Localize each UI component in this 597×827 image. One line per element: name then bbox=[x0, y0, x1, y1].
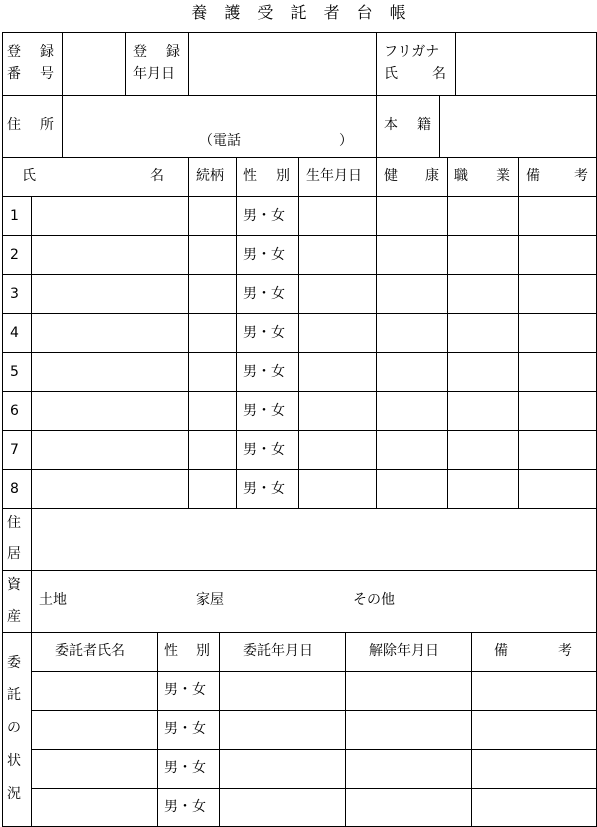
family-col-health-2: 康 bbox=[425, 168, 439, 184]
name-label-2: 名 bbox=[432, 66, 446, 82]
divider bbox=[2, 95, 597, 96]
divider bbox=[2, 235, 597, 236]
reg-no-label-1: 登 bbox=[7, 44, 21, 60]
divider bbox=[62, 32, 63, 95]
family-row-sex: 男・女 bbox=[243, 325, 285, 341]
furigana-label: フリガナ bbox=[384, 44, 440, 60]
family-row-sex: 男・女 bbox=[243, 364, 285, 380]
divider bbox=[439, 95, 440, 157]
reg-date-label-2: 録 bbox=[166, 44, 180, 60]
divider bbox=[31, 508, 32, 827]
consign-row-sex: 男・女 bbox=[164, 799, 206, 815]
assets-label-1: 資 bbox=[7, 577, 21, 593]
family-row-sex: 男・女 bbox=[243, 442, 285, 458]
assets-land-label: 土地 bbox=[39, 592, 67, 608]
reg-no-label-4: 号 bbox=[40, 66, 54, 82]
divider bbox=[31, 749, 597, 750]
divider bbox=[125, 32, 126, 95]
consign-col-end: 解除年月日 bbox=[369, 643, 439, 659]
divider bbox=[2, 469, 597, 470]
divider bbox=[2, 157, 597, 158]
family-col-health-1: 健 bbox=[384, 168, 398, 184]
divider bbox=[2, 430, 597, 431]
family-col-sex-2: 別 bbox=[276, 168, 290, 184]
divider bbox=[31, 671, 597, 672]
divider bbox=[157, 632, 158, 827]
consign-label-5: 況 bbox=[7, 786, 21, 802]
family-row-sex: 男・女 bbox=[243, 208, 285, 224]
family-row-no: 2 bbox=[10, 247, 19, 263]
divider bbox=[2, 570, 597, 571]
consign-row-sex: 男・女 bbox=[164, 721, 206, 737]
divider bbox=[298, 157, 299, 508]
housing-label-2: 居 bbox=[7, 546, 21, 562]
divider bbox=[471, 632, 472, 827]
family-col-job-1: 職 bbox=[454, 168, 468, 184]
address-label-1: 住 bbox=[7, 117, 21, 133]
family-col-note-2: 考 bbox=[574, 168, 588, 184]
divider bbox=[236, 157, 237, 508]
consign-row-sex: 男・女 bbox=[164, 760, 206, 776]
consign-col-sex-1: 性 bbox=[164, 643, 178, 659]
reg-no-label-2: 録 bbox=[40, 44, 54, 60]
family-col-sex-1: 性 bbox=[243, 168, 257, 184]
divider bbox=[2, 352, 597, 353]
divider bbox=[2, 196, 597, 197]
consign-label-1: 委 bbox=[7, 655, 21, 671]
divider bbox=[62, 95, 63, 157]
divider bbox=[376, 32, 377, 157]
divider bbox=[345, 632, 346, 827]
family-row-no: 7 bbox=[10, 442, 19, 458]
family-row-no: 6 bbox=[10, 403, 19, 419]
consign-col-note-2: 考 bbox=[558, 643, 572, 659]
family-row-no: 1 bbox=[10, 208, 19, 224]
family-col-relation: 続柄 bbox=[196, 168, 224, 184]
consign-col-sex-2: 別 bbox=[196, 643, 210, 659]
divider bbox=[2, 391, 597, 392]
assets-house-label: 家屋 bbox=[196, 592, 224, 608]
divider bbox=[188, 32, 189, 95]
family-row-no: 8 bbox=[10, 481, 19, 497]
divider bbox=[2, 632, 597, 633]
divider bbox=[2, 508, 597, 509]
consign-label-2: 託 bbox=[7, 687, 21, 703]
family-row-no: 5 bbox=[10, 364, 19, 380]
divider bbox=[219, 632, 220, 827]
consign-label-4: 状 bbox=[7, 753, 21, 769]
page-title bbox=[0, 0, 597, 23]
reg-date-label-3: 年月日 bbox=[133, 66, 175, 82]
consign-label-3: の bbox=[7, 720, 21, 736]
divider bbox=[376, 157, 377, 508]
family-row-sex: 男・女 bbox=[243, 403, 285, 419]
consign-col-start: 委託年月日 bbox=[243, 643, 313, 659]
address-label-2: 所 bbox=[40, 117, 54, 133]
honseki-label-1: 本 bbox=[384, 117, 398, 133]
family-row-sex: 男・女 bbox=[243, 247, 285, 263]
family-col-birth: 生年月日 bbox=[306, 168, 362, 184]
title-text: 養 護 受 託 者 台 帳 bbox=[191, 3, 406, 22]
family-row-no: 4 bbox=[10, 325, 19, 341]
family-col-name-2: 名 bbox=[150, 168, 164, 184]
assets-label-2: 産 bbox=[7, 609, 21, 625]
divider bbox=[31, 710, 597, 711]
phone-label: （電話 ） bbox=[199, 133, 353, 149]
name-label-1: 氏 bbox=[384, 66, 398, 82]
reg-no-label-3: 番 bbox=[7, 66, 21, 82]
housing-label-1: 住 bbox=[7, 515, 21, 531]
family-col-name-1: 氏 bbox=[22, 168, 36, 184]
consign-col-note-1: 備 bbox=[494, 643, 508, 659]
divider bbox=[2, 274, 597, 275]
family-row-sex: 男・女 bbox=[243, 481, 285, 497]
divider bbox=[31, 788, 597, 789]
consign-row-sex: 男・女 bbox=[164, 682, 206, 698]
divider bbox=[455, 32, 456, 95]
consign-col-name: 委託者氏名 bbox=[55, 643, 125, 659]
assets-other-label: その他 bbox=[353, 592, 395, 608]
family-col-job-2: 業 bbox=[496, 168, 510, 184]
honseki-label-2: 籍 bbox=[417, 117, 431, 133]
reg-date-label-1: 登 bbox=[133, 44, 147, 60]
divider bbox=[2, 313, 597, 314]
family-row-sex: 男・女 bbox=[243, 286, 285, 302]
divider bbox=[31, 196, 32, 508]
family-row-no: 3 bbox=[10, 286, 19, 302]
divider bbox=[188, 157, 189, 508]
family-col-note-1: 備 bbox=[526, 168, 540, 184]
divider bbox=[447, 157, 448, 508]
divider bbox=[518, 157, 519, 508]
